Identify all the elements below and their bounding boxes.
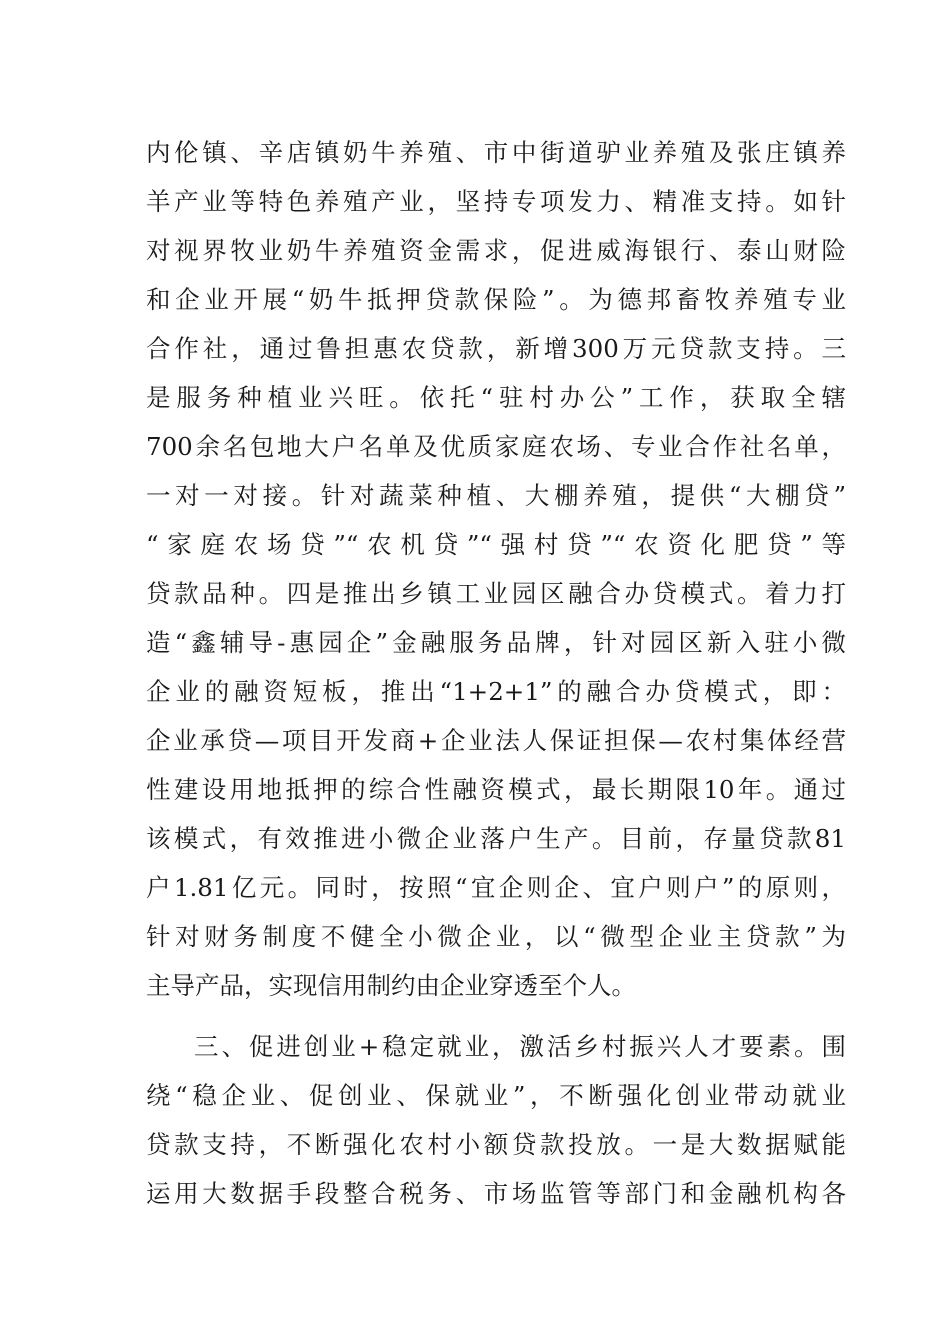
text-line: 贷款支持，不断强化农村小额贷款投放。一是大数据赋能 (146, 1130, 846, 1159)
section-heading-line: 三、促进创业+稳定就业，激活乡村振兴人才要素。围 (194, 1032, 846, 1061)
text-line: 内伦镇、辛店镇奶牛养殖、市中街道驴业养殖及张庄镇养 (146, 138, 846, 167)
text-line: 针对财务制度不健全小微企业，以“微型企业主贷款”为 (146, 922, 846, 951)
text-line: 绕“稳企业、促创业、保就业”，不断强化创业带动就业 (146, 1081, 846, 1110)
text-line: 和企业开展“奶牛抵押贷款保险”。为德邦畜牧养殖专业 (146, 285, 846, 314)
text-line: “家庭农场贷”“农机贷”“强村贷”“农资化肥贷”等 (146, 530, 846, 559)
text-line: 主导产品，实现信用制约由企业穿透至个人。 (146, 971, 636, 1000)
text-line: 户1.81亿元。同时，按照“宜企则企、宜户则户”的原则， (146, 873, 846, 902)
text-line: 该模式，有效推进小微企业落户生产。目前，存量贷款81 (146, 824, 846, 853)
text-line: 合作社，通过鲁担惠农贷款，新增300万元贷款支持。三 (146, 334, 846, 363)
text-line: 对视界牧业奶牛养殖资金需求，促进威海银行、泰山财险 (146, 236, 846, 265)
text-line: 企业的融资短板，推出“1+2+1”的融合办贷模式，即： (146, 677, 846, 706)
text-line: 700余名包地大户名单及优质家庭农场、专业合作社名单， (146, 432, 846, 461)
text-line: 造“鑫辅导-惠园企”金融服务品牌，针对园区新入驻小微 (146, 628, 846, 657)
text-line: 运用大数据手段整合税务、市场监管等部门和金融机构各 (146, 1179, 846, 1208)
text-line: 是服务种植业兴旺。依托“驻村办公”工作，获取全辖 (146, 383, 846, 412)
text-line: 性建设用地抵押的综合性融资模式，最长期限10年。通过 (146, 775, 846, 804)
text-line: 羊产业等特色养殖产业，坚持专项发力、精准支持。如针 (146, 187, 846, 216)
text-line: 贷款品种。四是推出乡镇工业园区融合办贷模式。着力打 (146, 579, 846, 608)
text-line: 企业承贷—项目开发商+企业法人保证担保—农村集体经营 (146, 726, 846, 755)
text-line: 一对一对接。针对蔬菜种植、大棚养殖，提供“大棚贷” (146, 481, 846, 510)
